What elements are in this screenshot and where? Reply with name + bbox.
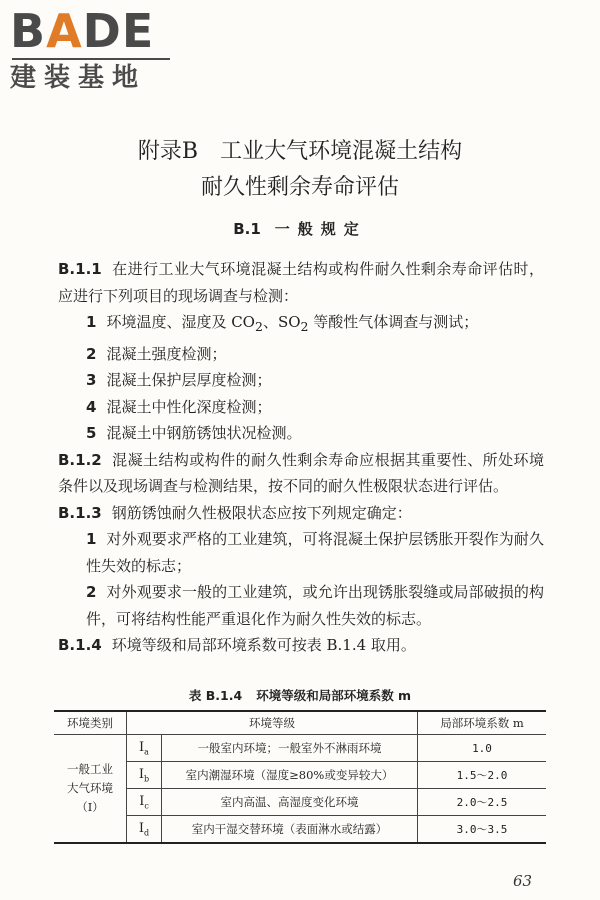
brand-logo: [10, 6, 180, 93]
header-category: 环境类别: [54, 711, 127, 735]
header-coefficient: 局部环境系数 m: [418, 711, 547, 735]
level-cell: $Ⅰ_a$: [127, 735, 162, 762]
clause-text: 在进行工业大气环境混凝土结构或构件耐久性剩余寿命评估时，应进行下列项目的现场调查与检测：: [58, 260, 544, 305]
coefficient-cell: 2.0～2.5: [418, 789, 547, 816]
list-item: 1 环境温度、湿度及 $CO_2$、$SO_2$ 等酸性气体调查与测试；: [86, 313, 479, 334]
list-item: 4 混凝土中性化深度检测；: [86, 397, 272, 416]
coefficient-cell: 3.0～3.5: [418, 816, 547, 844]
category-cell: 一般工业 大气环境 （Ⅰ）: [54, 735, 127, 844]
list-item: 2 对外观要求一般的工业建筑，或允许出现锈胀裂缝或局部破损的构件，可将结构性能严重退化作为耐久性失效的标志。: [86, 583, 544, 628]
clause-b-1-1: [58, 256, 544, 309]
coefficient-cell: 1.5～2.0: [418, 762, 547, 789]
logo-divider: [12, 58, 170, 60]
environment-cell: 一般室内环境；一般室外不淋雨环境: [162, 735, 418, 762]
table-row: [54, 762, 546, 789]
section-number: B.1: [233, 220, 261, 238]
appendix-title-line1: 附录B 工业大气环境混凝土结构: [137, 139, 463, 164]
list-item: 1 对外观要求严格的工业建筑，可将混凝土保护层锈胀开裂作为耐久性失效的标志；: [86, 530, 544, 575]
table-row: [54, 789, 546, 816]
level-cell: $Ⅰ_b$: [127, 762, 162, 789]
document-body: [58, 256, 544, 659]
section-heading: [0, 218, 600, 239]
table-row: [54, 816, 546, 844]
environment-cell: 室内高温、高湿度变化环境: [162, 789, 418, 816]
table-row: [54, 735, 546, 762]
clause-text: 混凝土结构或构件的耐久性剩余寿命应根据其重要性、所处环境条件以及现场调查与检测结果，按不同的耐久性极限状态进行评估。: [58, 450, 544, 495]
table-number: 表 B.1.4: [188, 688, 243, 703]
clause-text: 钢筋锈蚀耐久性极限状态应按下列规定确定：: [111, 503, 412, 522]
clause-number: B.1.4: [58, 636, 102, 654]
coefficient-cell: 1.0: [418, 735, 547, 762]
appendix-title-line2: 耐久性剩余寿命评估: [200, 175, 399, 200]
clause-b-1-4: [58, 632, 544, 659]
page-number: 63: [513, 872, 533, 890]
environment-cell: 室内干湿交替环境（表面淋水或结露）: [162, 816, 418, 844]
clause-number: B.1.3: [58, 503, 102, 522]
table-title: 环境等级和局部环境系数 m: [256, 688, 412, 703]
header-level: 环境等级: [127, 711, 418, 735]
environment-cell: 室内潮湿环境（湿度≥80%或变异较大）: [162, 762, 418, 789]
environment-table: [54, 710, 546, 844]
list-item: 5 混凝土中钢筋锈蚀状况检测。: [86, 424, 302, 442]
list-item: 3 混凝土保护层厚度检测；: [86, 371, 272, 389]
clause-text: 环境等级和局部环境系数可按表 B.1.4 取用。: [111, 636, 416, 654]
clause-b-1-3: [58, 500, 544, 527]
logo-accent-letter: A: [46, 4, 83, 58]
clause-number: B.1.2: [58, 450, 102, 469]
level-cell: $Ⅰ_c$: [127, 789, 162, 816]
table-caption: [0, 686, 600, 704]
clause-b-1-2: [58, 447, 544, 500]
level-cell: $Ⅰ_d$: [127, 816, 162, 844]
section-title: 一般规定: [274, 220, 367, 238]
table-header-row: [54, 711, 546, 735]
clause-number: B.1.1: [58, 260, 102, 278]
list-item: 2 混凝土强度检测；: [86, 344, 227, 363]
logo-wordmark: BADE: [10, 4, 155, 58]
logo-subtitle: 建装基地: [10, 63, 147, 93]
